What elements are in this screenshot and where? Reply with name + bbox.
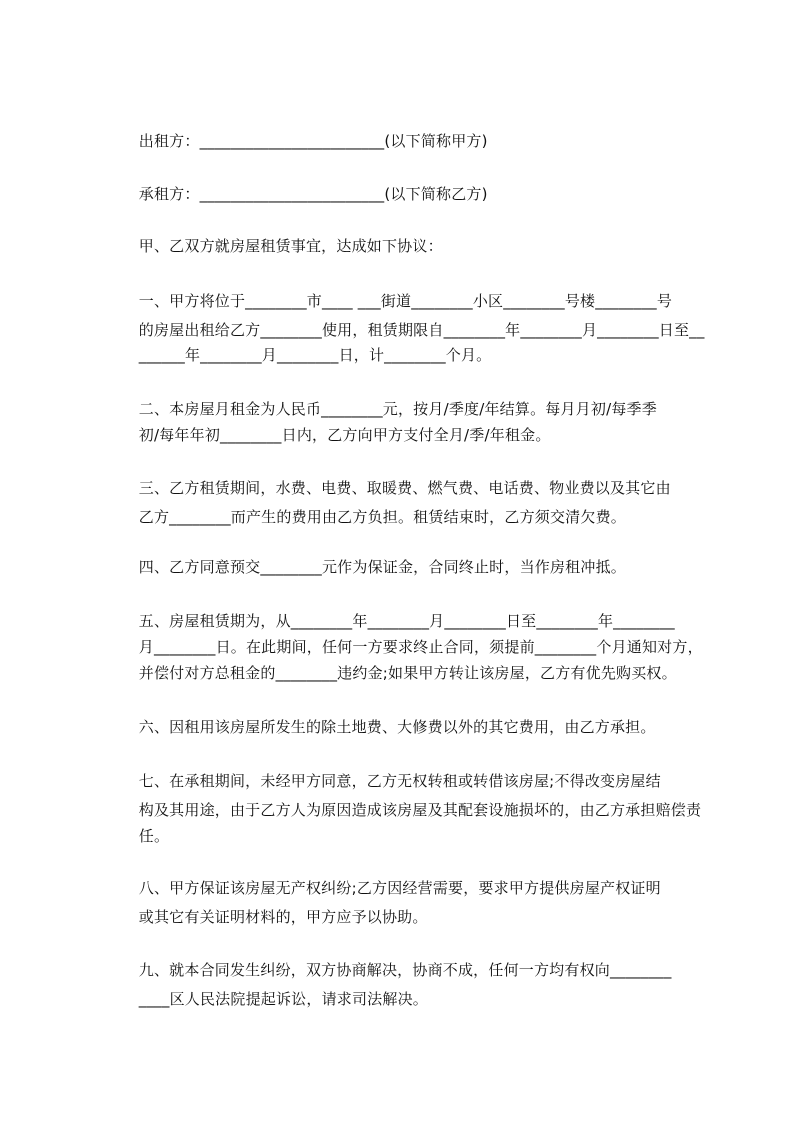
clause-3-line-2: 乙方________而产生的费用由乙方负担。租赁结束时，乙方须交清欠费。 — [104, 508, 626, 526]
clause-6-line: 六、因租用该房屋所发生的除土地费、大修费以外的其它费用，由乙方承担。 — [104, 718, 656, 736]
clause-8-line-2: 或其它有关证明材料的，甲方应予以协助。 — [104, 908, 428, 926]
clause-5-line-2: 月________日。在此期间，任何一方要求终止合同，须提前________个月通知对方， — [104, 638, 703, 656]
lessor-line: 出租方：________________________(以下简称甲方) — [104, 132, 488, 150]
clause-7-line-3: 任。 — [104, 827, 170, 845]
clause-2-line-1: 二、本房屋月租金为人民币________元，按月/季度/年结算。每月月初/每季季 — [104, 400, 657, 418]
clause-7-line-1: 七、在承租期间，未经甲方同意，乙方无权转租或转借该房屋;不得改变房屋结 — [104, 772, 661, 790]
clause-8-line-1: 八、甲方保证该房屋无产权纠纷;乙方因经营需要，要求甲方提供房屋产权证明 — [104, 879, 661, 897]
clause-9-line-1: 九、就本合同发生纠纷，双方协商解决，协商不成，任何一方均有权向________ — [104, 961, 672, 979]
clause-1-line-1: 一、甲方将位于________市____ ___街道________小区________号楼________号 — [104, 292, 673, 310]
clause-3-line-1: 三、乙方租赁期间，水费、电费、取暖费、燃气费、电话费、物业费以及其它由 — [104, 479, 671, 497]
clause-5-line-1: 五、房屋租赁期为，从________年________月________日至________年________ — [104, 612, 675, 630]
clause-7-line-2: 构及其用途，由于乙方人为原因造成该房屋及其配套设施损坏的，由乙方承担赔偿责 — [104, 801, 702, 819]
lessee-line: 承租方：________________________(以下简称乙方) — [104, 185, 488, 203]
intro-line: 甲、乙双方就房屋租赁事宜，达成如下协议： — [104, 237, 443, 255]
clause-4-line: 四、乙方同意预交________元作为保证金，合同终止时，当作房租冲抵。 — [104, 558, 626, 576]
clause-9-line-2: ____区人民法院提起诉讼，请求司法解决。 — [104, 990, 428, 1008]
clause-5-line-3: 并偿付对方总租金的________违约金;如果甲方转让该房屋，乙方有优先购买权。 — [104, 664, 677, 682]
clause-1-line-3: ______年________月________日，计________个月。 — [104, 346, 492, 364]
clause-1-line-2: 的房屋出租给乙方________使用，租赁期限自________年________月________日至__ — [104, 321, 705, 339]
clause-2-line-2: 初/每年年初________日内，乙方向甲方支付全月/季/年租金。 — [104, 426, 551, 444]
